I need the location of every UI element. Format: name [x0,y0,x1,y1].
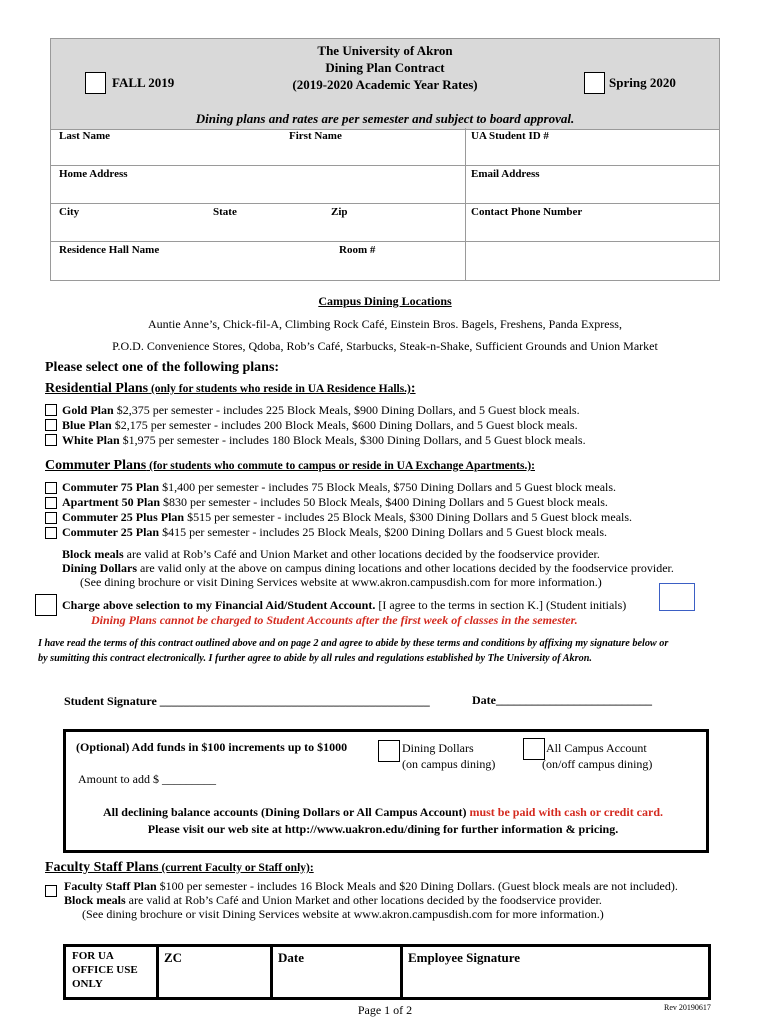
blue-plan-desc: $2,175 per semester - includes 200 Block Meals, $600 Dining Dollars, and 5 Guest block meals. [111,418,578,432]
form-header [50,38,720,130]
student-info-table [50,128,720,281]
gold-plan-name: Gold Plan [62,403,114,417]
gold-plan-desc: $2,375 per semester - includes 225 Block Meals, $900 Dining Dollars, and 5 Guest block meals. [113,403,580,417]
dining-dollars-bold: Dining Dollars [62,561,138,575]
commuter-75-checkbox[interactable] [45,482,57,494]
white-plan-desc: $1,975 per semester - includes 180 Block Meals, $300 Dining Dollars, and 5 Guest block meals. [119,433,586,447]
residential-heading-main: Residential Plans [45,381,149,396]
home-address-field[interactable]: Home Address [59,168,128,180]
white-plan-checkbox[interactable] [45,434,57,446]
form-title-line1: The University of Akron [317,43,453,58]
faculty-heading-main: Faculty Staff Plans [45,860,159,875]
city-field[interactable]: City [59,206,80,218]
dining-dollars-text: are valid only at the above on campus dining locations and other locations decided by the foodservice provider. [137,561,674,575]
commuter-25-plan [62,525,607,540]
zc-field[interactable]: ZC [164,950,183,965]
for-ua-label: FOR UA [72,950,114,962]
room-field[interactable]: Room # [339,244,376,256]
optional-funds-box [63,729,709,853]
agreement-line2: by sumitting this contract electronically. I further agree to abide by all rules and regulations established by The University of Akron. [38,653,592,664]
blue-plan-name: Blue Plan [62,418,112,432]
dining-dollars-sub: (on campus dining) [402,757,496,771]
locations-heading: Campus Dining Locations [318,294,452,308]
commuter-75-desc: $1,400 per semester - includes 75 Block Meals, $750 Dining Dollars and 5 Guest block meals. [159,480,617,494]
residential-heading [45,381,416,397]
phone-field[interactable]: Contact Phone Number [471,206,583,218]
form-title-line3: (2019-2020 Academic Year Rates) [292,77,478,92]
commuter-25-plus-plan [62,510,632,525]
only-label: ONLY [72,978,103,990]
commuter-25-desc: $415 per semester - includes 25 Block Meals, $200 Dining Dollars and 5 Guest block meals. [159,525,608,539]
apartment-50-plan [62,495,608,510]
apartment-50-name: Apartment 50 Plan [62,495,160,509]
amount-to-add[interactable]: Amount to add $ _________ [78,772,216,786]
charge-account-bold: Charge above selection to my Financial Aid/Student Account. [62,598,376,612]
faculty-block-bold: Block meals [64,893,126,907]
faculty-block-text: are valid at Rob’s Café and Union Market and other locations decided by the foodservice provider. [125,893,602,907]
all-campus-option: All Campus Account [546,741,647,755]
form-subtitle: Dining plans and rates are per semester and subject to board approval. [195,111,575,126]
commuter-25-plus-checkbox[interactable] [45,512,57,524]
faculty-plan-desc: $100 per semester - includes 16 Block Meals and $20 Dining Dollars. (Guest block meals are not included). [156,879,678,893]
charge-warning: Dining Plans cannot be charged to Student Accounts after the first week of classes in the semester. [91,613,578,627]
agreement-line1: I have read the terms of this contract outlined above and on page 2 and agree to abide by these terms and conditions by affixing my signature below or [38,638,669,649]
commuter-25-plus-desc: $515 per semester - includes 25 Block Meals, $300 Dining Dollars and 5 Guest block meals. [184,510,633,524]
first-name-field[interactable]: First Name [289,130,342,142]
faculty-heading-note: (current Faculty or Staff only): [158,862,314,874]
cash-credit-warning: must be paid with cash or credit card. [469,805,664,819]
apartment-50-checkbox[interactable] [45,497,57,509]
student-id-field[interactable]: UA Student ID # [471,130,549,142]
office-use-table [63,944,711,1000]
dining-dollars-option: Dining Dollars [402,741,474,755]
office-date-field[interactable]: Date [278,950,304,965]
residence-hall-field[interactable]: Residence Hall Name [59,244,160,256]
faculty-plan-checkbox[interactable] [45,885,57,897]
spring-2020-checkbox[interactable] [584,72,605,94]
brochure-note: (See dining brochure or visit Dining Services website at www.akron.campusdish.com for more information.) [80,575,602,589]
dining-dollars-checkbox[interactable] [378,740,400,762]
faculty-brochure-note: (See dining brochure or visit Dining Services website at www.akron.campusdish.com for more information.) [82,907,604,921]
block-meals-text: are valid at Rob’s Café and Union Market and other locations decided by the foodservice provider. [123,547,600,561]
commuter-heading-note: (for students who commute to campus or reside in UA Exchange Apartments.): [146,460,535,472]
charge-account-text [62,598,626,613]
blue-plan [62,418,578,433]
last-name-field[interactable]: Last Name [59,130,111,142]
state-field[interactable]: State [213,206,237,218]
apartment-50-desc: $830 per semester - includes 50 Block Meals, $400 Dining Dollars and 5 Guest block meals. [160,495,608,509]
declining-balance-note [66,805,700,820]
signature-date-line[interactable]: Date__________________________ [472,693,652,707]
residential-heading-colon: : [410,381,416,396]
gold-plan [62,403,580,418]
email-field[interactable]: Email Address [471,168,540,180]
commuter-25-name: Commuter 25 Plan [62,525,160,539]
office-use-label: OFFICE USE [72,964,138,976]
spring-2020-label: Spring 2020 [609,75,676,90]
charge-account-checkbox[interactable] [35,594,57,616]
commuter-75-name: Commuter 75 Plan [62,480,160,494]
website-note: Please visit our web site at http://www.uakron.edu/dining for further information & pricing. [147,822,619,836]
commuter-75-plan [62,480,616,495]
zip-field[interactable]: Zip [331,206,348,218]
fall-2019-label: FALL 2019 [112,75,175,90]
locations-line1: Auntie Anne’s, Chick-fil-A, Climbing Rock Café, Einstein Bros. Bagels, Freshens, Panda Express, [148,317,622,331]
faculty-block-note [64,893,602,908]
blue-plan-checkbox[interactable] [45,419,57,431]
revision-date: Rev 20190617 [664,1003,711,1012]
form-title-line2: Dining Plan Contract [325,60,445,75]
commuter-heading [45,458,535,474]
faculty-plan-name: Faculty Staff Plan [64,879,157,893]
commuter-heading-main: Commuter Plans [45,458,147,473]
dining-dollars-note [62,561,674,576]
block-meals-note [62,547,600,562]
select-plan-heading: Please select one of the following plans: [45,360,280,375]
declining-balance-text: All declining balance accounts (Dining Dollars or All Campus Account) [102,805,470,819]
locations-line2: P.O.D. Convenience Stores, Qdoba, Rob’s Café, Starbucks, Steak-n-Shake, Sufficient Grounds and Union Market [112,339,658,353]
block-meals-bold: Block meals [62,547,124,561]
student-initials-input[interactable] [659,583,695,611]
charge-account-terms: [I agree to the terms in section K.] (Student initials) [375,598,627,612]
white-plan [62,433,586,448]
page-number: Page 1 of 2 [357,1003,413,1017]
faculty-plan [64,879,678,894]
commuter-25-checkbox[interactable] [45,527,57,539]
white-plan-name: White Plan [62,433,120,447]
optional-heading: (Optional) Add funds in $100 increments up to $1000 [76,740,348,754]
commuter-25-plus-name: Commuter 25 Plus Plan [62,510,185,524]
faculty-heading [45,860,314,876]
all-campus-sub: (on/off campus dining) [542,757,653,771]
gold-plan-checkbox[interactable] [45,404,57,416]
residential-heading-note: (only for students who reside in UA Residence Halls.) [148,383,411,395]
employee-signature-field[interactable]: Employee Signature [408,950,521,965]
student-signature-line[interactable]: Student Signature _____________________________________________ [64,694,430,708]
